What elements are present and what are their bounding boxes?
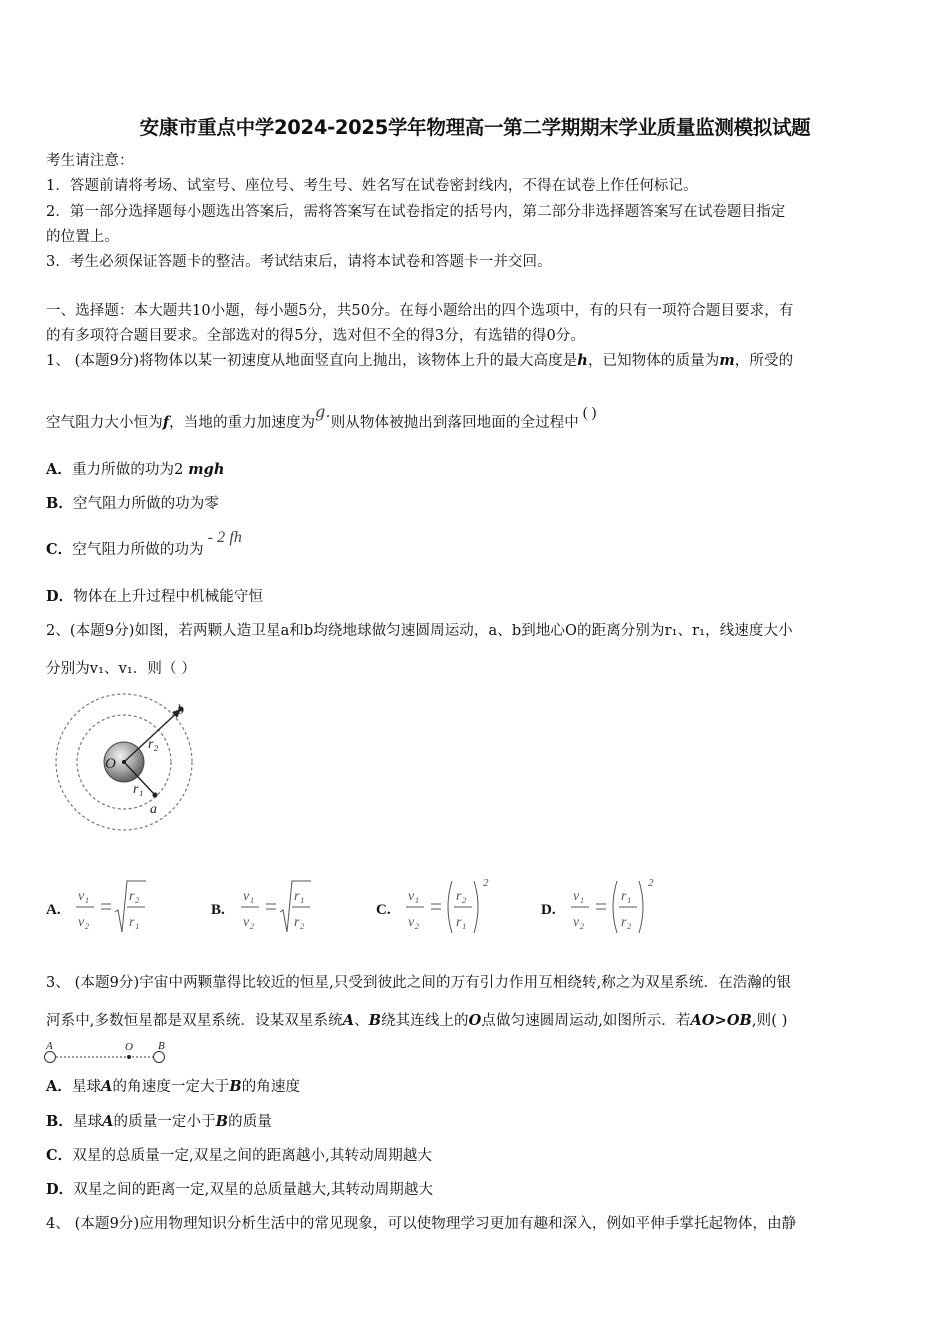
notice-item-2: 2．第一部分选择题每小题选出答案后，需将答案写在试卷指定的括号内，第二部分非选择题答案写在试卷题目指定	[46, 204, 786, 220]
q3-option-c-label: C．	[46, 1147, 73, 1164]
q1-text-e: ，当地的重力加速度为	[169, 415, 316, 431]
q2-option-label: C.	[376, 902, 391, 918]
q1-option-a-label: A．	[46, 461, 72, 478]
q1-var-m: m	[719, 352, 735, 369]
q3-text-d: ,则( )	[751, 1013, 788, 1029]
notice-heading: 考生请注意：	[46, 153, 134, 169]
q1-stem-line1	[46, 351, 906, 371]
q1-option-b-label: B．	[46, 495, 73, 512]
q3-option-c	[46, 1146, 906, 1166]
q3-option-a	[46, 1077, 906, 1097]
rhs-denominator: r₁	[129, 915, 140, 930]
left-paren	[448, 881, 452, 933]
diagram-label-a: a	[150, 802, 157, 817]
label-star-a: A	[46, 1040, 53, 1052]
rhs-denominator: r₂	[294, 915, 305, 930]
section-heading-line2: 的有多项符合题目要求。全部选对的得5分，选对但不全的得3分，有选错的得0分。	[46, 328, 585, 344]
q1-var-g: g.	[315, 402, 331, 421]
label-center-o: O	[125, 1041, 133, 1053]
q3-option-d-label: D．	[46, 1181, 74, 1198]
left-paren	[613, 881, 617, 933]
label-star-b: B	[158, 1040, 165, 1052]
q2-option-label: A.	[46, 902, 61, 918]
q3-option-a-t2: 的角速度一定大于	[112, 1079, 230, 1095]
q1-option-b	[46, 494, 906, 514]
q3-option-a-var-b: B	[229, 1078, 242, 1095]
satellite-a-dot	[153, 793, 158, 798]
q2-option-label: D.	[541, 902, 556, 918]
q1-option-d	[46, 587, 906, 607]
section-heading-line1: 一、选择题：本大题共10小题，每小题5分，共50分。在每小题给出的四个选项中，有的只有一项符合题目要求，有	[46, 303, 794, 319]
star-b-icon	[154, 1052, 165, 1063]
q1-stem-line2	[46, 402, 906, 433]
q3-option-a-t3: 的角速度	[241, 1079, 301, 1095]
notice-item-3: 3．考生必须保证答题卡的整洁。考试结束后，请将本试卷和答题卡一并交回。	[46, 254, 552, 270]
lhs-denominator: v₂	[573, 915, 585, 930]
rhs-denominator: r₂	[621, 915, 632, 930]
lhs-denominator: v₂	[78, 915, 90, 930]
q3-text-a: 河系中,多数恒星都是双星系统．设某双星系统	[46, 1013, 343, 1029]
q3-option-a-label: A．	[46, 1078, 72, 1095]
q3-sep: 、	[354, 1013, 369, 1029]
page-title: 安康市重点中学2024-2025学年物理高一第二学期期末学业质量监测模拟试题	[139, 116, 811, 139]
right-paren	[639, 881, 643, 933]
right-paren	[474, 881, 478, 933]
q3-option-b-label: B．	[46, 1113, 73, 1130]
q1-text-d: 空气阻力大小恒为	[46, 415, 163, 431]
binary-star-diagram	[42, 1040, 172, 1064]
q2-stem-line2: 分别为v₁、v₁．则（ ）	[46, 661, 196, 677]
lhs-numerator: v₁	[243, 889, 255, 904]
q1-answer-paren: ( )	[582, 405, 597, 421]
notice-item-2-cont: 的位置上。	[46, 229, 119, 245]
q1-option-d-label: D．	[46, 588, 74, 605]
q1-option-c-math: - 2 fh	[207, 529, 243, 546]
rhs-numerator: r₁	[621, 889, 632, 904]
lhs-numerator: v₁	[573, 889, 585, 904]
lhs-denominator: v₂	[408, 915, 420, 930]
q1-text-f: 则从物体被抛出到落回地面的全过程中	[330, 415, 579, 431]
q3-stem-line2	[46, 1011, 906, 1031]
q1-option-c	[46, 529, 906, 560]
satellite-orbit-diagram	[50, 692, 200, 837]
q3-text-c: 点做匀速圆周运动,如图所示．若	[481, 1013, 691, 1029]
lhs-denominator: v₂	[243, 915, 255, 930]
q1-var-h: h	[577, 352, 588, 369]
center-o-dot	[127, 1055, 131, 1059]
q2-option-formula	[74, 876, 194, 938]
lhs-numerator: v₁	[408, 889, 420, 904]
q3-var-a: A	[342, 1012, 355, 1029]
q3-option-a-t1: 星球	[71, 1079, 102, 1095]
q3-condition: AO>OB	[690, 1012, 752, 1029]
q3-option-b-t1: 星球	[72, 1114, 103, 1130]
q3-option-b-var-b: B	[215, 1113, 229, 1130]
q2-stem-line1: 2、(本题9分)如图，若两颗人造卫星a和b均绕地球做匀速圆周运动，a、b到地心O的距离分别为r₁、r₁，线速度大小	[46, 623, 793, 639]
q3-text-b: 绕其连线上的	[381, 1013, 469, 1029]
q2-option-label: B.	[211, 902, 225, 918]
q3-var-b: B	[368, 1012, 382, 1029]
q2-option-formula	[404, 876, 524, 938]
q1-text-b: ，已知物体的质量为	[587, 353, 720, 369]
q4-stem-line1: 4、 (本题9分)应用物理知识分析生活中的常见现象，可以使物理学习更加有趣和深入，例如平伸手掌托起物体，由静	[46, 1216, 797, 1232]
q1-option-a-math: mgh	[188, 461, 225, 478]
q3-option-a-var-a: A	[101, 1078, 113, 1095]
q1-option-c-label: C．	[46, 541, 73, 558]
q1-option-d-text: 物体在上升过程中机械能守恒	[73, 589, 264, 605]
q1-option-b-text: 空气阻力所做的功为零	[72, 496, 219, 512]
star-a-icon	[45, 1052, 56, 1063]
rhs-numerator: r₁	[294, 889, 305, 904]
q3-option-d-text: 双星之间的距离一定,双星的总质量越大,其转动周期越大	[73, 1182, 434, 1198]
diagram-label-center: O	[105, 756, 116, 772]
diagram-label-r1: r₁	[133, 782, 144, 797]
diagram-label-b: b	[177, 703, 184, 718]
lhs-numerator: v₁	[78, 889, 90, 904]
radius-r2-line	[124, 709, 181, 762]
rhs-numerator: r₂	[129, 889, 140, 904]
q3-option-d	[46, 1180, 906, 1200]
q3-option-c-text: 双星的总质量一定,双星之间的距离越小,其转动周期越大	[72, 1148, 433, 1164]
q3-var-o: O	[468, 1012, 482, 1029]
q2-option-formula	[569, 876, 689, 938]
q3-option-b	[46, 1112, 906, 1132]
q1-option-c-text: 空气阻力所做的功为	[72, 542, 204, 558]
exponent: 2	[483, 877, 489, 889]
diagram-label-r2: r₂	[148, 737, 159, 752]
q3-option-b-var-a: A	[102, 1113, 114, 1130]
exponent: 2	[648, 877, 654, 889]
rhs-denominator: r₁	[456, 915, 467, 930]
q2-option-formula	[239, 876, 359, 938]
q3-option-b-t2: 的质量一定小于	[113, 1114, 216, 1130]
q3-option-b-t3: 的质量	[228, 1114, 272, 1130]
q1-text-c: ，所受的	[734, 353, 794, 369]
q1-option-a	[46, 460, 906, 480]
rhs-numerator: r₂	[456, 889, 467, 904]
q3-stem-line1: 3、 (本题9分)宇宙中两颗靠得比较近的恒星,只受到彼此之间的万有引力作用互相绕转,称之为双星系统．在浩瀚的银	[46, 975, 792, 991]
q1-option-a-text: 重力所做的功为2	[71, 462, 189, 478]
notice-item-1: 1．答题前请将考场、试室号、座位号、考生号、姓名写在试卷密封线内，不得在试卷上作任何标记。	[46, 178, 698, 194]
q1-var-f: f	[162, 414, 170, 431]
q1-text-a: 1、 (本题9分)将物体以某一初速度从地面竖直向上抛出，该物体上升的最大高度是	[46, 353, 578, 369]
